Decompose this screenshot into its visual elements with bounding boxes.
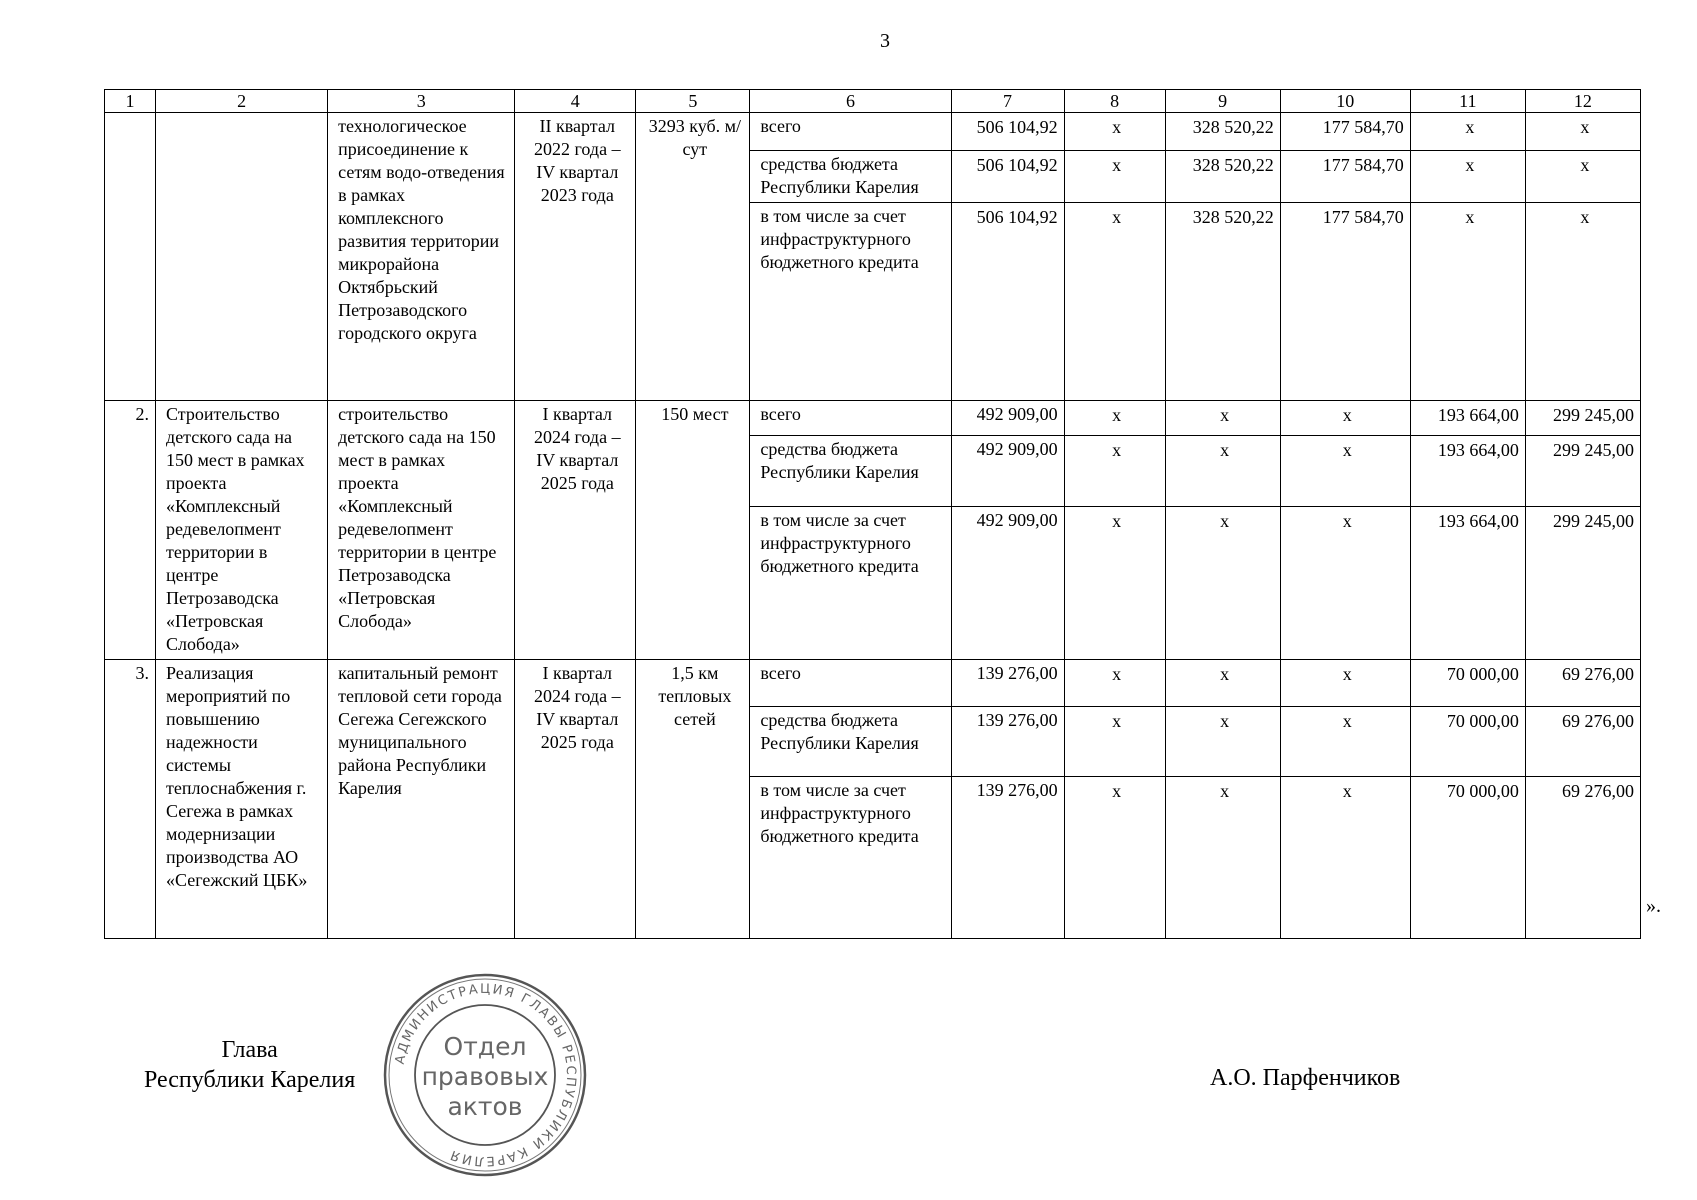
funding-label-cell: в том числе за счет инфраструктурного бюджетного кредита <box>750 506 951 659</box>
value-cell: x <box>1280 777 1410 939</box>
value-cell: x <box>1280 660 1410 707</box>
value-cell: 69 276,00 <box>1525 707 1640 777</box>
value-cell: 506 104,92 <box>951 151 1064 203</box>
value-cell: x <box>1410 113 1525 151</box>
stamp-ring-text: АДМИНИСТРАЦИЯ ГЛАВЫ РЕСПУБЛИКИ КАРЕЛИЯ <box>392 981 579 1169</box>
row-number-cell: 3. <box>105 660 156 939</box>
value-cell: x <box>1064 660 1165 707</box>
header-cell: 8 <box>1064 90 1165 113</box>
value-cell: 328 520,22 <box>1165 203 1280 401</box>
signatory-title-line2: Республики Карелия <box>144 1067 356 1093</box>
funding-label-cell: всего <box>750 660 951 707</box>
value-cell: 328 520,22 <box>1165 151 1280 203</box>
header-cell: 2 <box>156 90 328 113</box>
value-cell: x <box>1280 401 1410 436</box>
value-cell: 70 000,00 <box>1410 707 1525 777</box>
value-cell: x <box>1064 113 1165 151</box>
value-cell: 492 909,00 <box>951 506 1064 659</box>
value-cell: x <box>1280 707 1410 777</box>
value-cell: x <box>1410 151 1525 203</box>
funding-label-cell: всего <box>750 113 951 151</box>
object-cell: технологическое присоединение к сетям водо-отведения в рамках комплексного развития территории микрорайона Октябрьский Петрозаводского городского округа <box>328 113 515 401</box>
table-row <box>105 401 1641 436</box>
value-cell: 506 104,92 <box>951 113 1064 151</box>
stamp-line3: актов <box>447 1092 523 1121</box>
value-cell: 70 000,00 <box>1410 660 1525 707</box>
value-cell: x <box>1165 401 1280 436</box>
value-cell: x <box>1064 151 1165 203</box>
header-cell: 6 <box>750 90 951 113</box>
object-cell: строительство детского сада на 150 мест в рамках проекта «Комплексный редевелопмент территории в центре Петрозаводска «Петровская Слобода» <box>328 401 515 660</box>
value-cell: 69 276,00 <box>1525 777 1640 939</box>
header-cell: 7 <box>951 90 1064 113</box>
row-number-cell <box>105 113 156 401</box>
stamp-line1: Отдел <box>443 1032 527 1061</box>
funding-label-cell: средства бюджета Республики Карелия <box>750 707 951 777</box>
table-row <box>105 113 1641 151</box>
value-cell: 492 909,00 <box>951 401 1064 436</box>
header-cell: 9 <box>1165 90 1280 113</box>
header-cell: 11 <box>1410 90 1525 113</box>
value-cell: 193 664,00 <box>1410 401 1525 436</box>
value-cell: 69 276,00 <box>1525 660 1640 707</box>
project-name-cell <box>156 113 328 401</box>
project-name-cell: Реализация мероприятий по повышению надежности системы теплоснабжения г. Сегежа в рамках модернизации производства АО «Сегежский ЦБК» <box>156 660 328 939</box>
header-cell: 1 <box>105 90 156 113</box>
period-cell: I квартал 2024 года – IV квартал 2025 года <box>515 401 636 660</box>
header-cell: 12 <box>1525 90 1640 113</box>
value-cell: 139 276,00 <box>951 777 1064 939</box>
project-name-cell: Строительство детского сада на 150 мест в рамках проекта «Комплексный редевелопмент территории в центре Петрозаводска «Петровская Слобода» <box>156 401 328 660</box>
value-cell: 299 245,00 <box>1525 436 1640 507</box>
signatory-name: А.О. Парфенчиков <box>1210 1065 1401 1091</box>
value-cell: x <box>1165 660 1280 707</box>
value-cell: x <box>1280 506 1410 659</box>
header-cell: 10 <box>1280 90 1410 113</box>
period-cell: II квартал 2022 года – IV квартал 2023 года <box>515 113 636 401</box>
value-cell: x <box>1165 777 1280 939</box>
value-cell: 177 584,70 <box>1280 113 1410 151</box>
table-row <box>105 660 1641 707</box>
funding-label-cell: средства бюджета Республики Карелия <box>750 436 951 507</box>
value-cell: x <box>1525 203 1640 401</box>
value-cell: 177 584,70 <box>1280 203 1410 401</box>
signatory-title-line1: Глава <box>221 1037 278 1063</box>
value-cell: x <box>1280 436 1410 507</box>
value-cell: 506 104,92 <box>951 203 1064 401</box>
stamp-seal <box>380 970 590 1180</box>
funding-label-cell: в том числе за счет инфраструктурного бюджетного кредита <box>750 777 951 939</box>
signatory-title <box>144 1035 355 1095</box>
value-cell: 328 520,22 <box>1165 113 1280 151</box>
value-cell: 299 245,00 <box>1525 401 1640 436</box>
value-cell: x <box>1064 203 1165 401</box>
value-cell: 139 276,00 <box>951 660 1064 707</box>
value-cell: 492 909,00 <box>951 436 1064 507</box>
capacity-cell: 3293 куб. м/сут <box>636 113 750 401</box>
period-cell: I квартал 2024 года – IV квартал 2025 года <box>515 660 636 939</box>
capacity-cell: 150 мест <box>636 401 750 660</box>
value-cell: x <box>1165 506 1280 659</box>
page-number: 3 <box>880 30 890 52</box>
funding-label-cell: средства бюджета Республики Карелия <box>750 151 951 203</box>
capacity-cell: 1,5 км тепловых сетей <box>636 660 750 939</box>
value-cell: x <box>1064 401 1165 436</box>
value-cell: 193 664,00 <box>1410 436 1525 507</box>
value-cell: x <box>1064 707 1165 777</box>
header-cell: 5 <box>636 90 750 113</box>
value-cell: 177 584,70 <box>1280 151 1410 203</box>
value-cell: x <box>1064 777 1165 939</box>
stamp-line2: правовых <box>421 1062 549 1091</box>
value-cell: x <box>1525 151 1640 203</box>
value-cell: 193 664,00 <box>1410 506 1525 659</box>
value-cell: 139 276,00 <box>951 707 1064 777</box>
value-cell: 70 000,00 <box>1410 777 1525 939</box>
value-cell: 299 245,00 <box>1525 506 1640 659</box>
row-number-cell: 2. <box>105 401 156 660</box>
closing-quote: ». <box>1646 895 1661 917</box>
funding-table <box>104 89 1641 939</box>
value-cell: x <box>1165 707 1280 777</box>
value-cell: x <box>1410 203 1525 401</box>
value-cell: x <box>1064 506 1165 659</box>
value-cell: x <box>1064 436 1165 507</box>
header-cell: 3 <box>328 90 515 113</box>
column-number-header <box>105 90 1641 113</box>
object-cell: капитальный ремонт тепловой сети города Сегежа Сегежского муниципального района Республики Карелия <box>328 660 515 939</box>
funding-label-cell: в том числе за счет инфраструктурного бюджетного кредита <box>750 203 951 401</box>
value-cell: x <box>1525 113 1640 151</box>
header-cell: 4 <box>515 90 636 113</box>
value-cell: x <box>1165 436 1280 507</box>
funding-label-cell: всего <box>750 401 951 436</box>
